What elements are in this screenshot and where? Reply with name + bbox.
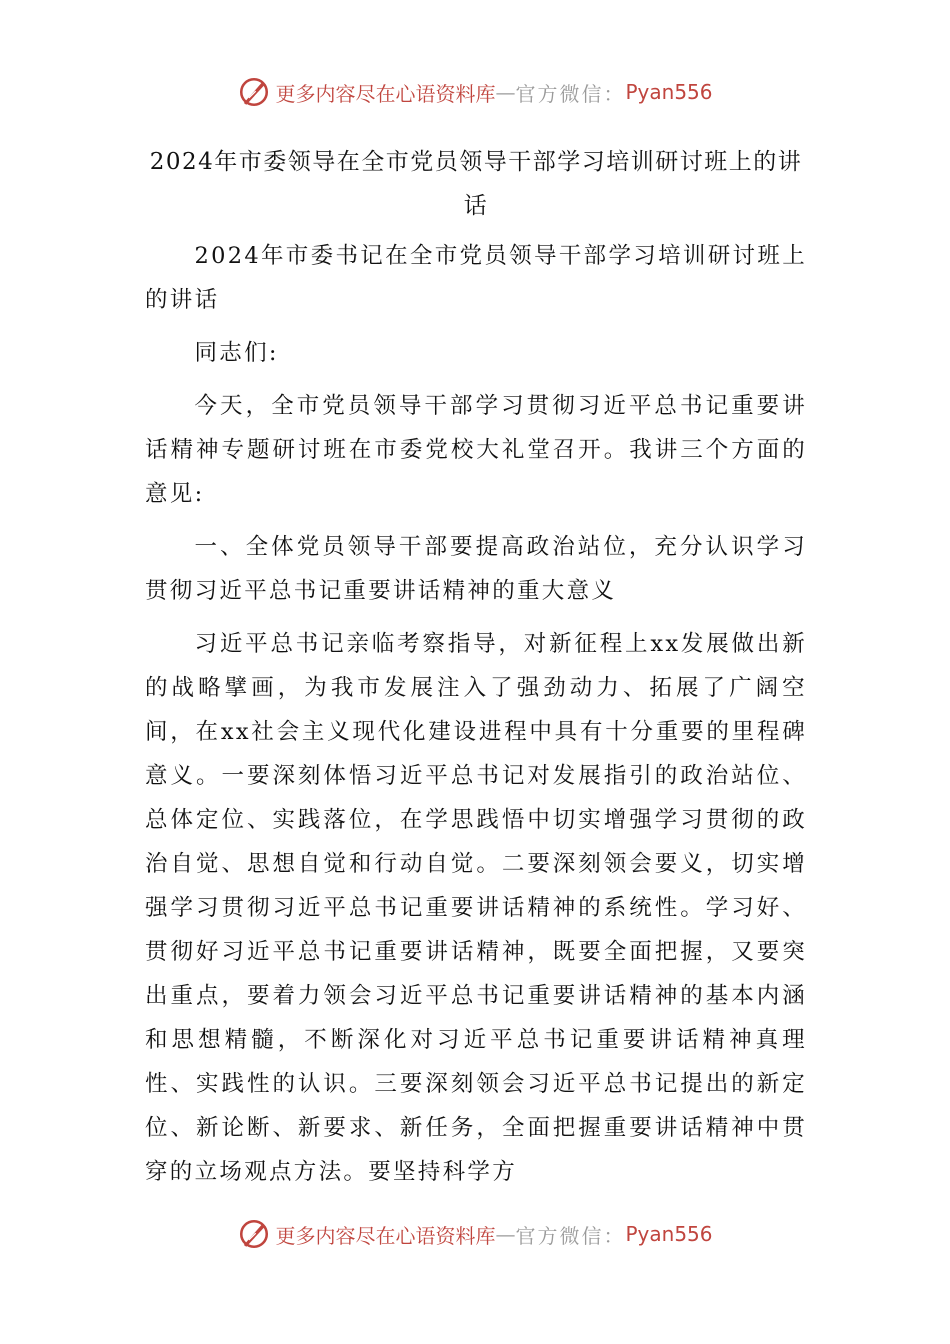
watermark-separator: —	[495, 80, 516, 104]
watermark-separator: —	[495, 1222, 516, 1246]
paragraph-body: 习近平总书记亲临考察指导，对新征程上xx发展做出新的战略擘画，为我市发展注入了强劲动力、拓展了广阔空间，在xx社会主义现代化建设进程中具有十分重要的里程碑意义。一要深刻体悟习近平总书记对发展指引的政治站位、总体定位、实践落位，在学思践悟中切实增强学习贯彻的政治自觉、思想自觉和行动自觉。二要深刻领会要义，切实增强学习贯彻习近平总书记重要讲话精神的系统性。学习好、贯彻好习近平总书记重要讲话精神，既要全面把握，又要突出重点，要着力领会习近平总书记重要讲话精神的基本内涵和思想精髓，不断深化对习近平总书记重要讲话精神真理性、实践性的认识。三要深刻领会习近平总书记提出的新定位、新论断、新要求、新任务，全面把握重要讲话精神中贯穿的立场观点方法。要坚持科学方	[145, 631, 807, 1185]
salutation: 同志们:	[194, 340, 279, 366]
section-heading-1: 一、全体党员领导干部要提高政治站位，充分认识学习贯彻习近平总书记重要讲话精神的重大意义	[145, 534, 807, 604]
watermark-sub-text: 官方微信：	[515, 81, 626, 106]
document-subtitle: 2024年市委书记在全市党员领导干部学习培训研讨班上的讲话	[145, 243, 807, 313]
watermark-wechat-id: Pyan556	[625, 1222, 713, 1246]
watermark-wechat-id: Pyan556	[625, 80, 713, 104]
watermark-main-text: 更多内容尽在心语资料库	[275, 1223, 496, 1248]
paragraph-intro: 今天，全市党员领导干部学习贯彻习近平总书记重要讲话精神专题研讨班在市委党校大礼堂召开。我讲三个方面的意见:	[145, 393, 807, 507]
watermark-footer	[0, 1214, 950, 1254]
pen-logo-icon	[237, 75, 271, 109]
watermark-sub-text: 官方微信：	[515, 1223, 626, 1248]
document-body	[145, 140, 807, 1203]
pen-logo-icon	[237, 1217, 271, 1251]
document-title: 2024年市委领导在全市党员领导干部学习培训研讨班上的讲话	[149, 149, 803, 219]
watermark-main-text: 更多内容尽在心语资料库	[275, 81, 496, 106]
watermark-header	[0, 72, 950, 112]
